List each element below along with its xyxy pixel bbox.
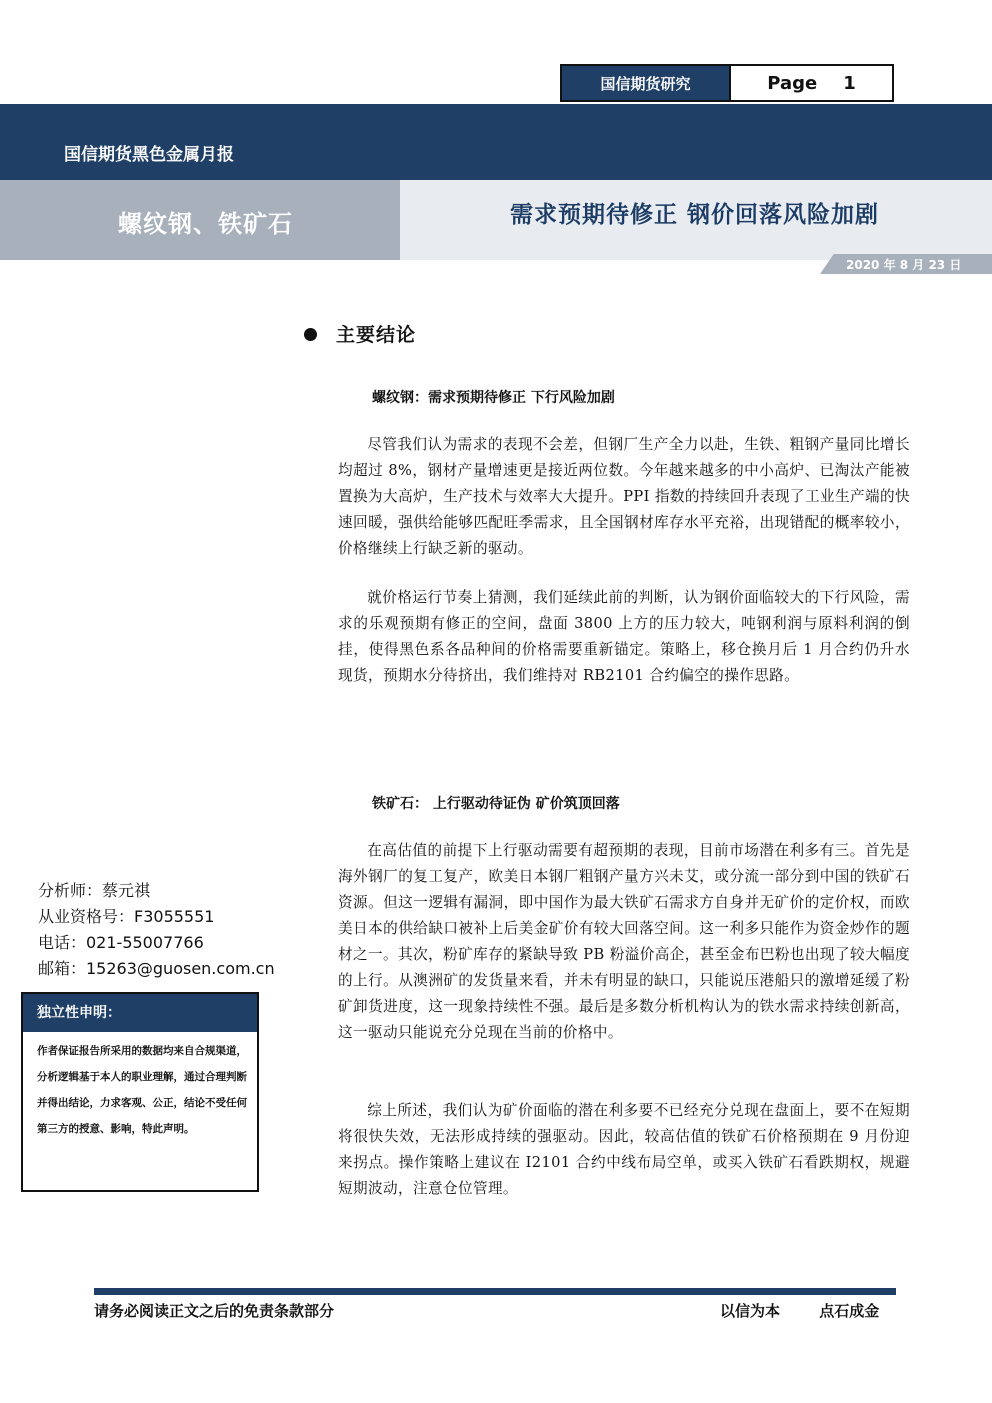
analyst-phone: 电话：021-55007766 <box>38 933 204 952</box>
motto-1: 以信为本 <box>720 1302 781 1320</box>
page-label: Page <box>767 72 818 94</box>
headline: 需求预期待修正 钢价回落风险加剧 <box>510 201 880 228</box>
disclaimer-note: 请务必阅读正文之后的免责条款部分 <box>94 1302 335 1320</box>
ore-paragraph-2: 综上所述，我们认为矿价面临的潜在利多要不已经充分兑现在盘面上，要不在短期将很快失效，无法形成持续的强驱动。因此，较高估值的铁矿石价格预期在 9 月份迎来拐点。操作策略上建议在 I2101 合约中线布局空单，或买入铁矿石看跌期权，规避短期波动，注意仓位管理。 <box>338 1102 910 1197</box>
ore-heading: 铁矿石： 上行驱动待证伪 矿价筑顶回落 <box>372 796 620 812</box>
analyst-name: 分析师：蔡元祺 <box>38 881 151 900</box>
independence-box <box>21 992 259 1192</box>
header-box <box>560 64 894 102</box>
report-name: 国信期货黑色金属月报 <box>64 145 234 165</box>
rebar-paragraph-2: 就价格运行节奏上猜测，我们延续此前的判断，认为钢价面临较大的下行风险，需求的乐观预期有修正的空间，盘面 3800 上方的压力较大，吨钢利润与原料利润的倒挂，使得黑色系各品种间的价格需要重新锚定。策略上，移仓换月后 1 月合约仍升水现货，预期水分待挤出，我们维持对 RB2101 合约偏空的操作思路。 <box>338 589 910 684</box>
analyst-email: 邮箱：15263@guosen.com.cn <box>38 959 275 978</box>
page-indicator <box>731 66 892 100</box>
rebar-heading: 螺纹钢：需求预期待修正 下行风险加剧 <box>372 390 615 406</box>
independence-title: 独立性申明： <box>23 994 257 1032</box>
section-title: 主要结论 <box>336 324 417 346</box>
topic-title: 螺纹钢、铁矿石 <box>118 209 293 238</box>
report-date: 2020 年 8 月 23 日 <box>846 258 962 272</box>
analyst-license: 从业资格号：F3055551 <box>38 907 215 926</box>
header-org: 国信期货研究 <box>562 66 731 100</box>
rebar-paragraph-1: 尽管我们认为需求的表现不会差，但钢厂生产全力以赴，生铁、粗钢产量同比增长均超过 8%，钢材产量增速更是接近两位数。今年越来越多的中小高炉、已淘汰产能被置换为大高炉，生产技术与效率大大提升。PPI 指数的持续回升表现了工业生产端的快速回暖，强供给能够匹配旺季需求，且全国钢材库存水平充裕，出现错配的概率较小，价格继续上行缺乏新的驱动。 <box>338 436 910 557</box>
footer-divider <box>94 1288 896 1295</box>
footer-motto <box>720 1300 879 1321</box>
bullet-icon <box>304 328 317 341</box>
motto-2: 点石成金 <box>819 1302 880 1320</box>
independence-text: 作者保证报告所采用的数据均来自合规渠道，分析逻辑基于本人的职业理解，通过合理判断 并得出结论，力求客观、公正，结论不受任何第三方的授意、影响，特此声明。 <box>37 1045 247 1135</box>
page-number: 1 <box>843 72 856 94</box>
analyst-info <box>38 878 275 982</box>
ore-paragraph-1: 在高估值的前提下上行驱动需要有超预期的表现，目前市场潜在利多有三。首先是海外钢厂的复工复产，欧美日本钢厂粗钢产量方兴未艾，或分流一部分到中国的铁矿石资源。但这一逻辑有漏洞，即中国作为最大铁矿石需求方自身并无矿价的定价权，而欧美日本的供给缺口被补上后美金矿价有较大回落空间。这一利多只能作为资金炒作的题材之一。其次，粉矿库存的紧缺导致 PB 粉溢价高企，甚至金布巴粉也出现了较大幅度的上行。从澳洲矿的发货量来看，并未有明显的缺口，只能说压港船只的激增延缓了粉矿卸货进度，这一现象持续性不强。最后是多数分析机构认为的铁水需求持续创新高，这一驱动只能说充分兑现在当前的价格中。 <box>338 842 910 1041</box>
